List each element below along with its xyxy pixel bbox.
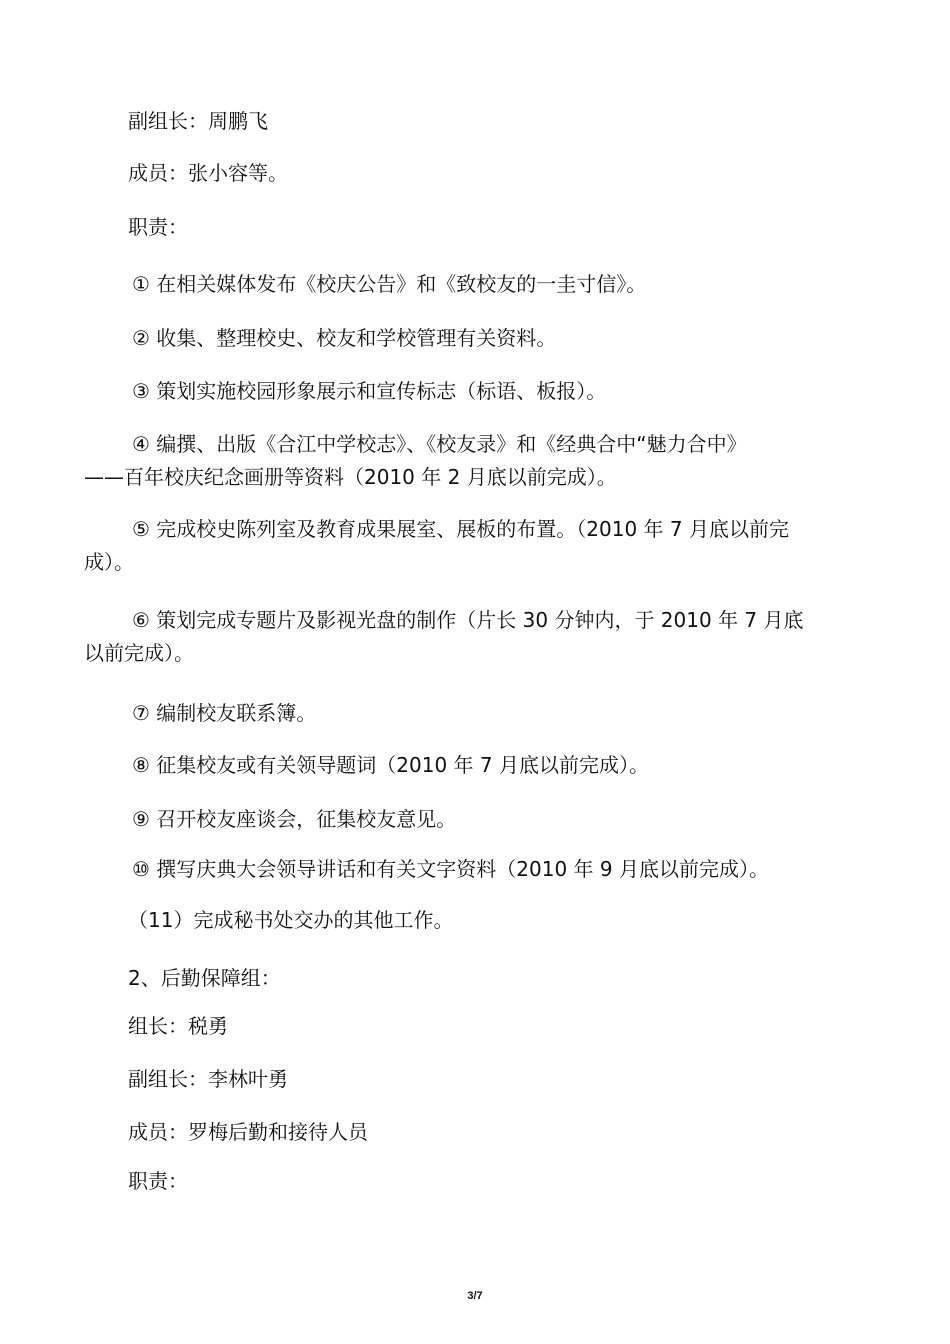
duty-item-6-continued: 以前完成）。: [84, 641, 194, 665]
members-line: 成员：张小容等。: [128, 161, 288, 185]
logistics-group-heading: 2、后勤保障组：: [128, 966, 281, 990]
duty-item-6: ⑥ 策划完成专题片及影视光盘的制作（片长 30 分钟内，于 2010 年 7 月底: [132, 608, 804, 632]
duty-item-10: ⑩ 撰写庆典大会领导讲话和有关文字资料（2010 年 9 月底以前完成）。: [132, 857, 769, 881]
deputy-leader-line: 副组长：周鹏飞: [128, 109, 268, 133]
duties-heading: 职责：: [128, 215, 188, 239]
duty-item-8: ⑧ 征集校友或有关领导题词（2010 年 7 月底以前完成）。: [132, 753, 649, 777]
duty-item-7: ⑦ 编制校友联系簿。: [132, 701, 317, 725]
duty-item-1: ① 在相关媒体发布《校庆公告》和《致校友的一圭寸信》。: [132, 272, 647, 296]
duty-item-5: ⑤ 完成校史陈列室及教育成果展室、展板的布置。（2010 年 7 月底以前完: [132, 517, 789, 541]
duty-item-5-continued: 成）。: [84, 550, 134, 574]
duty-item-4: ④ 编撰、出版《合江中学校志》、《校友录》和《经典合中“魅力合中》: [132, 432, 747, 456]
logistics-members-line: 成员：罗梅后勤和接待人员: [128, 1120, 368, 1144]
duty-item-3: ③ 策划实施校园形象展示和宣传标志（标语、板报）。: [132, 379, 607, 403]
logistics-duties-heading: 职责：: [128, 1169, 188, 1193]
duty-item-9: ⑨ 召开校友座谈会，征集校友意见。: [132, 807, 457, 831]
duty-item-4-continued: ——百年校庆纪念画册等资料（2010 年 2 月底以前完成）。: [84, 465, 617, 489]
logistics-leader-line: 组长：税勇: [128, 1014, 228, 1038]
page-number: 3/7: [467, 1290, 483, 1302]
duty-item-11: （11）完成秘书处交办的其他工作。: [128, 908, 454, 932]
logistics-deputy-line: 副组长：李林叶勇: [128, 1067, 288, 1091]
duty-item-2: ② 收集、整理校史、校友和学校管理有关资料。: [132, 326, 557, 350]
